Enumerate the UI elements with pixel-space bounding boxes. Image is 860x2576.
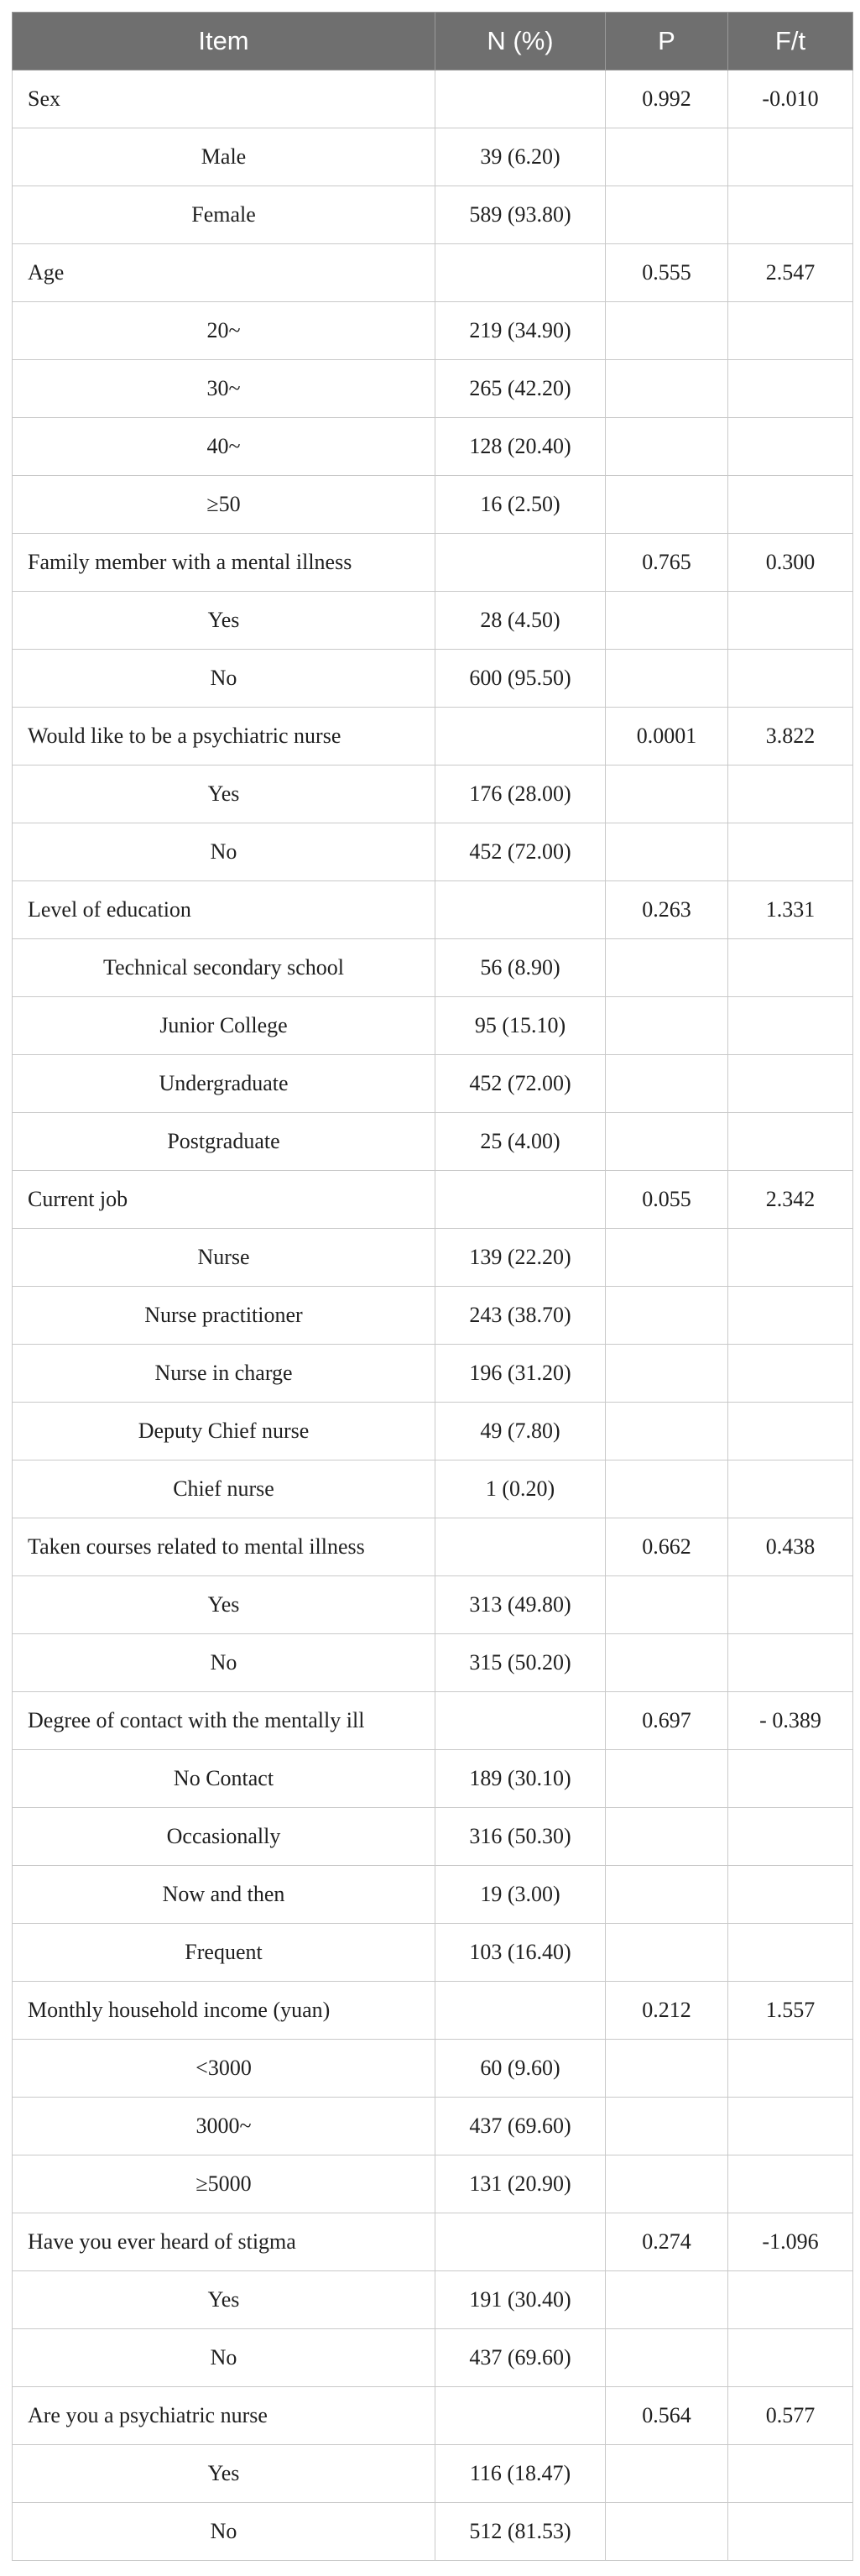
cell-n-percent: 243 (38.70): [435, 1287, 606, 1345]
cell-item: 30~: [13, 360, 435, 418]
cell-f-t-value: [728, 128, 853, 186]
cell-f-t-value: 2.547: [728, 244, 853, 302]
table-row-variable: [13, 708, 853, 765]
cell-p-value: [606, 2271, 728, 2329]
cell-n-percent: 315 (50.20): [435, 1634, 606, 1692]
cell-p-value: [606, 2329, 728, 2387]
cell-p-value: [606, 1113, 728, 1171]
cell-f-t-value: [728, 476, 853, 534]
table-row-category: [13, 1924, 853, 1982]
cell-p-value: 0.055: [606, 1171, 728, 1229]
cell-item: Sex: [13, 71, 435, 128]
cell-item: ≥5000: [13, 2155, 435, 2213]
cell-f-t-value: [728, 1866, 853, 1924]
table-row-category: [13, 1287, 853, 1345]
table-container: [12, 12, 852, 2561]
table-row-category: [13, 1055, 853, 1113]
cell-item: Age: [13, 244, 435, 302]
cell-p-value: [606, 360, 728, 418]
cell-f-t-value: [728, 360, 853, 418]
cell-item: Frequent: [13, 1924, 435, 1982]
cell-f-t-value: [728, 1113, 853, 1171]
cell-p-value: 0.564: [606, 2387, 728, 2445]
cell-n-percent: 28 (4.50): [435, 592, 606, 650]
cell-f-t-value: [728, 1287, 853, 1345]
table-row-category: [13, 1866, 853, 1924]
cell-p-value: [606, 1576, 728, 1634]
header-item: Item: [13, 13, 435, 71]
cell-p-value: [606, 2098, 728, 2155]
table-row-category: [13, 1634, 853, 1692]
cell-n-percent: 512 (81.53): [435, 2503, 606, 2561]
cell-item: <3000: [13, 2040, 435, 2098]
cell-n-percent: 219 (34.90): [435, 302, 606, 360]
cell-f-t-value: [728, 823, 853, 881]
cell-item: Yes: [13, 592, 435, 650]
header-p: P: [606, 13, 728, 71]
cell-f-t-value: [728, 1924, 853, 1982]
cell-p-value: [606, 650, 728, 708]
cell-item: Junior College: [13, 997, 435, 1055]
demographics-table: [12, 12, 853, 2561]
cell-item: Monthly household income (yuan): [13, 1982, 435, 2040]
cell-p-value: 0.555: [606, 244, 728, 302]
cell-p-value: [606, 476, 728, 534]
table-row-category: [13, 2271, 853, 2329]
cell-p-value: [606, 823, 728, 881]
cell-n-percent: 437 (69.60): [435, 2098, 606, 2155]
table-row-category: [13, 1403, 853, 1460]
cell-item: Yes: [13, 2271, 435, 2329]
cell-item: 40~: [13, 418, 435, 476]
cell-f-t-value: [728, 302, 853, 360]
cell-p-value: [606, 1808, 728, 1866]
cell-p-value: [606, 1403, 728, 1460]
table-row-category: [13, 302, 853, 360]
cell-p-value: [606, 1634, 728, 1692]
cell-item: 20~: [13, 302, 435, 360]
cell-item: Postgraduate: [13, 1113, 435, 1171]
table-row-category: [13, 2445, 853, 2503]
table-row-variable: [13, 1518, 853, 1576]
cell-item: Female: [13, 186, 435, 244]
cell-n-percent: [435, 1171, 606, 1229]
cell-item: Deputy Chief nurse: [13, 1403, 435, 1460]
cell-p-value: [606, 302, 728, 360]
cell-item: Yes: [13, 1576, 435, 1634]
table-row-category: [13, 2098, 853, 2155]
cell-f-t-value: [728, 650, 853, 708]
cell-item: Yes: [13, 765, 435, 823]
table-row-variable: [13, 2213, 853, 2271]
cell-n-percent: 176 (28.00): [435, 765, 606, 823]
cell-n-percent: 452 (72.00): [435, 1055, 606, 1113]
cell-n-percent: 103 (16.40): [435, 1924, 606, 1982]
table-row-category: [13, 2155, 853, 2213]
cell-item: No: [13, 650, 435, 708]
cell-f-t-value: [728, 1634, 853, 1692]
cell-p-value: 0.662: [606, 1518, 728, 1576]
cell-f-t-value: -1.096: [728, 2213, 853, 2271]
table-row-category: [13, 1113, 853, 1171]
cell-item: Would like to be a psychiatric nurse: [13, 708, 435, 765]
cell-f-t-value: [728, 1576, 853, 1634]
cell-item: Family member with a mental illness: [13, 534, 435, 592]
table-row-variable: [13, 71, 853, 128]
cell-p-value: [606, 1460, 728, 1518]
table-row-category: [13, 650, 853, 708]
table-row-category: [13, 939, 853, 997]
cell-p-value: [606, 2445, 728, 2503]
cell-item: Now and then: [13, 1866, 435, 1924]
cell-item: Degree of contact with the mentally ill: [13, 1692, 435, 1750]
cell-p-value: 0.212: [606, 1982, 728, 2040]
cell-f-t-value: 0.438: [728, 1518, 853, 1576]
cell-n-percent: 316 (50.30): [435, 1808, 606, 1866]
cell-item: Chief nurse: [13, 1460, 435, 1518]
cell-n-percent: 131 (20.90): [435, 2155, 606, 2213]
cell-n-percent: [435, 534, 606, 592]
cell-n-percent: 139 (22.20): [435, 1229, 606, 1287]
table-row-category: [13, 823, 853, 881]
cell-n-percent: 60 (9.60): [435, 2040, 606, 2098]
cell-p-value: 0.263: [606, 881, 728, 939]
table-row-category: [13, 476, 853, 534]
cell-f-t-value: [728, 2155, 853, 2213]
cell-p-value: [606, 1229, 728, 1287]
cell-n-percent: 313 (49.80): [435, 1576, 606, 1634]
cell-n-percent: [435, 1982, 606, 2040]
cell-f-t-value: [728, 2329, 853, 2387]
cell-f-t-value: [728, 1808, 853, 1866]
cell-f-t-value: 3.822: [728, 708, 853, 765]
table-header: [13, 13, 853, 71]
table-row-variable: [13, 881, 853, 939]
cell-item: No: [13, 823, 435, 881]
cell-n-percent: 56 (8.90): [435, 939, 606, 997]
cell-f-t-value: 1.331: [728, 881, 853, 939]
cell-n-percent: 39 (6.20): [435, 128, 606, 186]
table-row-category: [13, 592, 853, 650]
cell-f-t-value: 0.577: [728, 2387, 853, 2445]
cell-p-value: 0.992: [606, 71, 728, 128]
cell-item: Taken courses related to mental illness: [13, 1518, 435, 1576]
cell-item: Undergraduate: [13, 1055, 435, 1113]
cell-n-percent: [435, 2387, 606, 2445]
cell-n-percent: 437 (69.60): [435, 2329, 606, 2387]
cell-p-value: [606, 939, 728, 997]
table-row-category: [13, 128, 853, 186]
cell-f-t-value: [728, 2445, 853, 2503]
cell-n-percent: 189 (30.10): [435, 1750, 606, 1808]
cell-f-t-value: [728, 418, 853, 476]
table-row-category: [13, 418, 853, 476]
cell-p-value: [606, 2503, 728, 2561]
cell-p-value: [606, 186, 728, 244]
table-row-variable: [13, 2387, 853, 2445]
cell-f-t-value: [728, 2040, 853, 2098]
cell-p-value: [606, 592, 728, 650]
table-row-category: [13, 360, 853, 418]
cell-n-percent: 95 (15.10): [435, 997, 606, 1055]
cell-item: Have you ever heard of stigma: [13, 2213, 435, 2271]
cell-f-t-value: [728, 186, 853, 244]
table-row-variable: [13, 1171, 853, 1229]
cell-n-percent: [435, 2213, 606, 2271]
cell-f-t-value: [728, 1750, 853, 1808]
cell-p-value: [606, 765, 728, 823]
cell-p-value: [606, 1924, 728, 1982]
cell-f-t-value: 1.557: [728, 1982, 853, 2040]
table-row-category: [13, 997, 853, 1055]
cell-n-percent: [435, 71, 606, 128]
table-row-category: [13, 1229, 853, 1287]
table-row-category: [13, 1750, 853, 1808]
table-row-category: [13, 186, 853, 244]
cell-f-t-value: [728, 2503, 853, 2561]
cell-item: No: [13, 2503, 435, 2561]
cell-p-value: 0.0001: [606, 708, 728, 765]
cell-f-t-value: 0.300: [728, 534, 853, 592]
cell-n-percent: [435, 244, 606, 302]
cell-n-percent: 589 (93.80): [435, 186, 606, 244]
cell-item: No Contact: [13, 1750, 435, 1808]
table-body: [13, 71, 853, 2561]
cell-n-percent: [435, 708, 606, 765]
cell-item: 3000~: [13, 2098, 435, 2155]
cell-f-t-value: [728, 1460, 853, 1518]
header-n-percent: N (%): [435, 13, 606, 71]
cell-n-percent: 600 (95.50): [435, 650, 606, 708]
table-row-category: [13, 2329, 853, 2387]
table-row-category: [13, 1460, 853, 1518]
table-row-category: [13, 1808, 853, 1866]
table-row-variable: [13, 1692, 853, 1750]
cell-n-percent: 128 (20.40): [435, 418, 606, 476]
cell-n-percent: [435, 881, 606, 939]
cell-f-t-value: [728, 2098, 853, 2155]
cell-n-percent: 16 (2.50): [435, 476, 606, 534]
cell-n-percent: 1 (0.20): [435, 1460, 606, 1518]
table-row-variable: [13, 534, 853, 592]
cell-p-value: [606, 2155, 728, 2213]
table-row-category: [13, 1345, 853, 1403]
cell-item: Yes: [13, 2445, 435, 2503]
cell-f-t-value: [728, 997, 853, 1055]
cell-p-value: [606, 418, 728, 476]
cell-f-t-value: [728, 1345, 853, 1403]
cell-item: Occasionally: [13, 1808, 435, 1866]
cell-p-value: [606, 1750, 728, 1808]
cell-item: Level of education: [13, 881, 435, 939]
cell-p-value: [606, 128, 728, 186]
table-row-variable: [13, 1982, 853, 2040]
cell-n-percent: 25 (4.00): [435, 1113, 606, 1171]
cell-item: Male: [13, 128, 435, 186]
cell-n-percent: [435, 1692, 606, 1750]
cell-p-value: 0.765: [606, 534, 728, 592]
cell-item: Current job: [13, 1171, 435, 1229]
table-row-variable: [13, 244, 853, 302]
cell-item: Nurse: [13, 1229, 435, 1287]
cell-p-value: [606, 1055, 728, 1113]
cell-p-value: [606, 1287, 728, 1345]
cell-p-value: [606, 1866, 728, 1924]
cell-p-value: 0.274: [606, 2213, 728, 2271]
table-row-category: [13, 2040, 853, 2098]
cell-f-t-value: - 0.389: [728, 1692, 853, 1750]
cell-item: Are you a psychiatric nurse: [13, 2387, 435, 2445]
table-row-category: [13, 2503, 853, 2561]
cell-n-percent: 265 (42.20): [435, 360, 606, 418]
header-row: [13, 13, 853, 71]
cell-n-percent: 452 (72.00): [435, 823, 606, 881]
cell-item: No: [13, 1634, 435, 1692]
cell-p-value: 0.697: [606, 1692, 728, 1750]
cell-p-value: [606, 1345, 728, 1403]
cell-n-percent: 116 (18.47): [435, 2445, 606, 2503]
cell-f-t-value: [728, 2271, 853, 2329]
cell-n-percent: 49 (7.80): [435, 1403, 606, 1460]
cell-f-t-value: [728, 939, 853, 997]
cell-n-percent: 19 (3.00): [435, 1866, 606, 1924]
cell-p-value: [606, 2040, 728, 2098]
cell-item: No: [13, 2329, 435, 2387]
cell-f-t-value: [728, 592, 853, 650]
cell-f-t-value: [728, 765, 853, 823]
cell-f-t-value: [728, 1229, 853, 1287]
table-row-category: [13, 1576, 853, 1634]
cell-f-t-value: 2.342: [728, 1171, 853, 1229]
cell-n-percent: 196 (31.20): [435, 1345, 606, 1403]
cell-n-percent: 191 (30.40): [435, 2271, 606, 2329]
cell-n-percent: [435, 1518, 606, 1576]
cell-f-t-value: -0.010: [728, 71, 853, 128]
cell-item: ≥50: [13, 476, 435, 534]
header-f-t: F/t: [728, 13, 853, 71]
cell-item: Nurse in charge: [13, 1345, 435, 1403]
table-row-category: [13, 765, 853, 823]
cell-item: Nurse practitioner: [13, 1287, 435, 1345]
cell-f-t-value: [728, 1055, 853, 1113]
cell-f-t-value: [728, 1403, 853, 1460]
cell-item: Technical secondary school: [13, 939, 435, 997]
cell-p-value: [606, 997, 728, 1055]
